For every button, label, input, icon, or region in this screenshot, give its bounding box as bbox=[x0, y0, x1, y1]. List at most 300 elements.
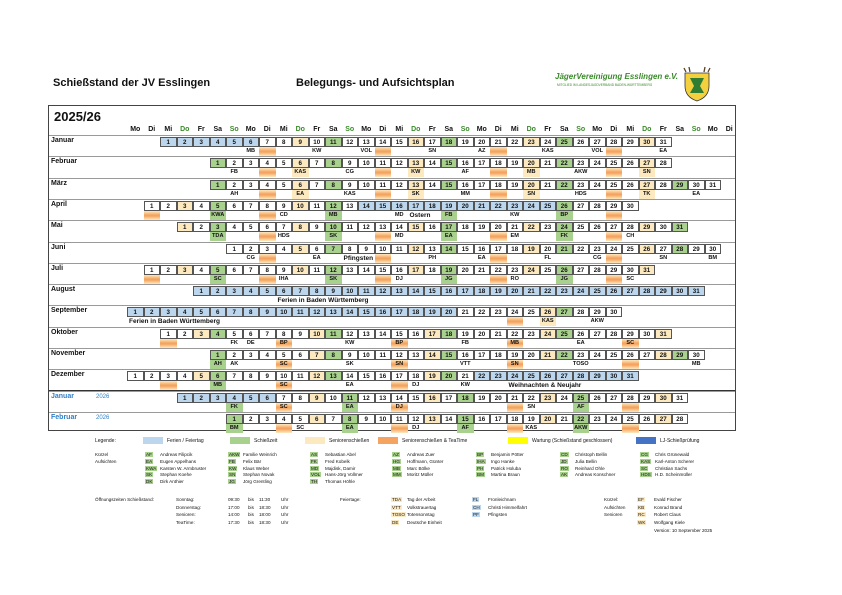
day-cell: 13 bbox=[408, 180, 425, 190]
day-cell: 21 bbox=[490, 329, 507, 339]
day-cell: 5 bbox=[193, 307, 210, 317]
day-cell: 27 bbox=[606, 393, 623, 403]
day-cell: 17 bbox=[391, 371, 408, 381]
day-cell: 24 bbox=[606, 414, 623, 424]
supervisor-code: KAS bbox=[525, 424, 538, 431]
month-label: Januar bbox=[51, 137, 74, 144]
day-cell: 20 bbox=[441, 307, 458, 317]
supervisor-code: SK bbox=[146, 472, 153, 478]
supervisor-code: KW bbox=[312, 148, 322, 154]
supervisor-code: MB bbox=[393, 465, 400, 471]
day-cell: 10 bbox=[276, 307, 293, 317]
day-cell: 22 bbox=[490, 265, 507, 275]
day-cell: 12 bbox=[375, 286, 392, 296]
day-cell: 21 bbox=[457, 307, 474, 317]
day-cell: 18 bbox=[441, 137, 458, 147]
day-cell: 5 bbox=[193, 371, 210, 381]
day-cell: 30 bbox=[705, 244, 722, 254]
day-cell: 3 bbox=[177, 265, 194, 275]
tea-time-mark bbox=[375, 232, 392, 241]
day-cell: 5 bbox=[276, 180, 293, 190]
day-cell: 30 bbox=[655, 393, 672, 403]
day-cell: 18 bbox=[408, 371, 425, 381]
weekday-header-cell: Mi bbox=[510, 126, 519, 133]
supervisor-code: MB bbox=[210, 381, 227, 390]
weekday-header-cell: Di bbox=[494, 126, 502, 133]
supervisor-code: EA bbox=[441, 232, 458, 241]
legend-item: Seniorenschießen bbox=[329, 438, 370, 444]
day-cell: 4 bbox=[243, 286, 260, 296]
day-cell: 15 bbox=[457, 414, 474, 424]
day-cell: 27 bbox=[639, 350, 656, 360]
day-cell: 4 bbox=[210, 137, 227, 147]
tea-time-mark bbox=[375, 147, 392, 156]
month-row-separator bbox=[49, 305, 735, 306]
day-cell: 2 bbox=[144, 371, 161, 381]
tea-time-mark bbox=[490, 168, 507, 177]
day-cell: 9 bbox=[259, 371, 276, 381]
range-title: Schießstand der JV Esslingen bbox=[53, 77, 211, 89]
day-cell: 22 bbox=[507, 137, 524, 147]
day-cell: 4 bbox=[259, 180, 276, 190]
day-cell: 10 bbox=[375, 414, 392, 424]
senior-code: KB bbox=[638, 504, 645, 510]
day-cell: 21 bbox=[507, 393, 524, 403]
day-cell: 1 bbox=[193, 286, 210, 296]
day-cell: 1 bbox=[226, 244, 243, 254]
supervisor-code: SN bbox=[229, 472, 236, 478]
day-cell: 6 bbox=[292, 350, 309, 360]
day-cell: 19 bbox=[507, 158, 524, 168]
supervisor-code: RO bbox=[561, 465, 568, 471]
day-cell: 12 bbox=[342, 329, 359, 339]
day-cell: 9 bbox=[358, 414, 375, 424]
day-cell: 29 bbox=[622, 137, 639, 147]
supervisor-name: Majdisk, Damir bbox=[325, 465, 356, 471]
day-cell: 28 bbox=[573, 371, 590, 381]
day-cell: 4 bbox=[276, 244, 293, 254]
supervisor-code: MD bbox=[394, 211, 404, 218]
month-label: März bbox=[51, 179, 67, 187]
supervisor-code: DK bbox=[146, 479, 153, 485]
day-cell: 27 bbox=[573, 201, 590, 211]
supervisor-name: Sebastian Abel bbox=[325, 452, 356, 457]
day-cell: 6 bbox=[210, 371, 227, 381]
weekday-header-cell: Mo bbox=[361, 126, 372, 133]
day-cell: 14 bbox=[424, 158, 441, 168]
holiday-name: Tag der Arbeit bbox=[407, 497, 436, 502]
day-cell: 9 bbox=[276, 265, 293, 275]
supervisor-code: AF bbox=[461, 169, 469, 176]
day-cell: 7 bbox=[226, 371, 243, 381]
weekday-header-cell: Fr bbox=[197, 126, 205, 133]
day-cell: 30 bbox=[688, 350, 705, 360]
supervisor-code: TH bbox=[311, 479, 318, 485]
day-cell: 2 bbox=[226, 180, 243, 190]
day-cell: 25 bbox=[540, 265, 557, 275]
supervisor-code: AZ bbox=[478, 148, 486, 154]
day-cell: 5 bbox=[243, 393, 260, 403]
holiday-span-label: Ostern bbox=[409, 211, 431, 219]
day-cell: 29 bbox=[655, 286, 672, 296]
holiday-span-label: Ferien in Baden Württemberg bbox=[129, 318, 221, 326]
day-cell: 27 bbox=[655, 414, 672, 424]
month-row-separator bbox=[49, 348, 735, 349]
day-cell: 19 bbox=[490, 286, 507, 296]
supervisor-code: AS bbox=[311, 452, 318, 457]
day-cell: 1 bbox=[210, 180, 227, 190]
supervisor-code: EA bbox=[345, 382, 354, 389]
holiday-code: DE bbox=[392, 519, 399, 525]
day-cell: 14 bbox=[391, 222, 408, 232]
day-cell: 27 bbox=[589, 329, 606, 339]
day-cell: 11 bbox=[325, 329, 342, 339]
day-cell: 1 bbox=[210, 158, 227, 168]
supervisor-name: Thomas Höhle bbox=[325, 479, 355, 485]
day-cell: 7 bbox=[226, 307, 243, 317]
day-cell: 8 bbox=[325, 350, 342, 360]
day-cell: 14 bbox=[441, 414, 458, 424]
day-cell: 15 bbox=[457, 244, 474, 254]
supervisor-code: SC bbox=[210, 275, 227, 284]
day-cell: 22 bbox=[573, 414, 590, 424]
day-cell: 17 bbox=[490, 414, 507, 424]
day-cell: 2 bbox=[177, 137, 194, 147]
day-cell: 1 bbox=[177, 393, 194, 403]
day-cell: 15 bbox=[358, 371, 375, 381]
legend-swatch bbox=[508, 437, 528, 444]
day-cell: 24 bbox=[523, 265, 540, 275]
day-cell: 28 bbox=[589, 201, 606, 211]
supervisor-name: Jörg Grentling bbox=[243, 479, 272, 485]
day-cell: 6 bbox=[309, 244, 326, 254]
tea-time-mark bbox=[490, 275, 507, 284]
day-cell: 8 bbox=[243, 307, 260, 317]
day-cell: 24 bbox=[540, 329, 557, 339]
day-cell: 19 bbox=[523, 244, 540, 254]
day-cell: 5 bbox=[226, 329, 243, 339]
day-cell: 21 bbox=[556, 244, 573, 254]
day-cell: 16 bbox=[474, 244, 491, 254]
supervisor-code: SN bbox=[527, 403, 536, 410]
day-cell: 24 bbox=[540, 137, 557, 147]
day-cell: 14 bbox=[358, 201, 375, 211]
day-cell: 8 bbox=[276, 329, 293, 339]
day-cell: 18 bbox=[490, 350, 507, 360]
day-cell: 31 bbox=[655, 137, 672, 147]
day-cell: 31 bbox=[705, 180, 722, 190]
tea-time-mark bbox=[507, 403, 524, 412]
day-cell: 16 bbox=[424, 222, 441, 232]
weekday-header-cell: Do bbox=[642, 126, 652, 133]
supervisor-name: Ingo Hanke bbox=[491, 458, 515, 464]
supervisor-code: BM bbox=[708, 254, 718, 261]
day-cell: 21 bbox=[474, 201, 491, 211]
tea-time-mark bbox=[375, 168, 392, 177]
day-cell: 17 bbox=[474, 350, 491, 360]
day-cell: 17 bbox=[424, 137, 441, 147]
day-cell: 27 bbox=[639, 158, 656, 168]
season-label: 2025/26 bbox=[54, 109, 101, 124]
day-cell: 26 bbox=[573, 137, 590, 147]
day-cell: 4 bbox=[259, 158, 276, 168]
day-cell: 25 bbox=[523, 371, 540, 381]
supervisor-code: HG bbox=[393, 458, 400, 464]
day-cell: 1 bbox=[127, 371, 144, 381]
day-cell: 31 bbox=[672, 393, 689, 403]
day-cell: 17 bbox=[474, 180, 491, 190]
day-cell: 14 bbox=[342, 371, 359, 381]
supervisor-code: TDA bbox=[210, 232, 227, 241]
day-cell: 25 bbox=[556, 137, 573, 147]
supervisor-code: DE bbox=[246, 339, 255, 346]
day-cell: 4 bbox=[177, 307, 194, 317]
tea-time-mark bbox=[259, 232, 276, 241]
opening-hours-cell: bis bbox=[248, 512, 254, 517]
supervisor-code: MB bbox=[325, 211, 342, 220]
supervisor-code: SC bbox=[279, 382, 288, 389]
supervisor-code: CD bbox=[561, 452, 568, 457]
day-cell: 28 bbox=[639, 286, 656, 296]
day-cell: 12 bbox=[391, 158, 408, 168]
day-cell: 9 bbox=[292, 329, 309, 339]
supervisor-code: SC bbox=[279, 403, 288, 410]
supervisor-name: Hoffmann, Günter bbox=[407, 458, 444, 464]
day-cell: 17 bbox=[391, 307, 408, 317]
day-cell: 27 bbox=[556, 371, 573, 381]
day-cell: 25 bbox=[606, 180, 623, 190]
day-cell: 30 bbox=[622, 201, 639, 211]
month-label: Januar bbox=[51, 392, 74, 400]
day-cell: 20 bbox=[540, 244, 557, 254]
supervisor-name: Dirk Anthier bbox=[160, 479, 184, 485]
day-cell: 18 bbox=[441, 329, 458, 339]
day-cell: 6 bbox=[243, 329, 260, 339]
day-cell: 3 bbox=[259, 414, 276, 424]
legend-swatch bbox=[378, 437, 398, 444]
supervisor-code: DJ bbox=[395, 275, 403, 282]
day-cell: 13 bbox=[325, 371, 342, 381]
day-cell: 18 bbox=[424, 201, 441, 211]
day-cell: 14 bbox=[358, 265, 375, 275]
day-cell: 6 bbox=[292, 180, 309, 190]
day-cell: 12 bbox=[391, 350, 408, 360]
supervisor-code: MD bbox=[311, 465, 319, 471]
tea-time-mark bbox=[391, 424, 408, 433]
day-cell: 18 bbox=[490, 180, 507, 190]
supervisor-code: VTT bbox=[459, 361, 471, 367]
day-cell: 20 bbox=[523, 158, 540, 168]
day-cell: 26 bbox=[622, 158, 639, 168]
supervisor-code: SN bbox=[523, 190, 540, 199]
month-row-separator bbox=[49, 220, 735, 221]
day-cell: 30 bbox=[622, 265, 639, 275]
day-cell: 16 bbox=[457, 350, 474, 360]
day-cell: 24 bbox=[523, 201, 540, 211]
weekday-header-cell: So bbox=[460, 126, 470, 133]
day-cell: 7 bbox=[325, 244, 342, 254]
tea-time-mark bbox=[606, 211, 623, 220]
weekday-header-cell: Di bbox=[379, 126, 387, 133]
holiday-name: Deutsche Einheit bbox=[407, 519, 442, 525]
weekday-header-cell: So bbox=[229, 126, 239, 133]
day-cell: 29 bbox=[606, 201, 623, 211]
tea-time-mark bbox=[375, 254, 392, 263]
day-cell: 26 bbox=[589, 222, 606, 232]
legend-swatch bbox=[230, 437, 250, 444]
day-cell: 29 bbox=[672, 180, 689, 190]
supervisor-code: MM bbox=[460, 190, 470, 197]
day-cell: 16 bbox=[408, 329, 425, 339]
tea-time-mark bbox=[622, 360, 639, 369]
day-cell: 28 bbox=[622, 393, 639, 403]
day-cell: 28 bbox=[589, 265, 606, 275]
day-cell: 7 bbox=[309, 158, 326, 168]
day-cell: 5 bbox=[243, 222, 260, 232]
weekday-header-cell: Mi bbox=[395, 126, 404, 133]
day-cell: 23 bbox=[573, 350, 590, 360]
supervisor-code: EA bbox=[659, 148, 668, 154]
day-cell: 8 bbox=[342, 244, 359, 254]
day-cell: 25 bbox=[606, 158, 623, 168]
day-cell: 8 bbox=[292, 222, 309, 232]
supervisor-code: DJ bbox=[395, 403, 403, 410]
tea-time-mark bbox=[606, 168, 623, 177]
supervisor-code: SK bbox=[408, 190, 425, 199]
tea-time-mark bbox=[490, 190, 507, 199]
day-cell: 20 bbox=[540, 414, 557, 424]
day-cell: 27 bbox=[606, 222, 623, 232]
opening-hours-cell: 18:00 bbox=[259, 512, 271, 517]
opening-hours-cell: 18:30 bbox=[259, 519, 271, 525]
tea-time-mark bbox=[276, 424, 293, 433]
supervisor-code: KAS bbox=[641, 458, 651, 464]
day-cell: 12 bbox=[342, 137, 359, 147]
day-cell: 21 bbox=[507, 222, 524, 232]
day-cell: 14 bbox=[375, 329, 392, 339]
day-cell: 3 bbox=[243, 350, 260, 360]
day-cell: 17 bbox=[424, 329, 441, 339]
day-cell: 3 bbox=[160, 371, 177, 381]
day-cell: 4 bbox=[276, 414, 293, 424]
day-cell: 30 bbox=[606, 371, 623, 381]
day-cell: 31 bbox=[672, 222, 689, 232]
day-cell: 25 bbox=[622, 414, 639, 424]
weekday-header-cell: Fr bbox=[544, 126, 552, 133]
day-cell: 3 bbox=[259, 244, 276, 254]
day-cell: 28 bbox=[655, 350, 672, 360]
day-cell: 3 bbox=[226, 286, 243, 296]
day-cell: 13 bbox=[424, 244, 441, 254]
day-cell: 12 bbox=[309, 307, 326, 317]
day-cell: 10 bbox=[325, 222, 342, 232]
day-cell: 1 bbox=[127, 307, 144, 317]
day-cell: 17 bbox=[408, 201, 425, 211]
supervisor-code: AKW bbox=[229, 452, 240, 457]
day-cell: 15 bbox=[408, 222, 425, 232]
opening-hours-cell: Senioren: bbox=[176, 512, 196, 517]
senior-title: Senioren bbox=[604, 512, 623, 517]
supervisor-name: Karsten W. Armbruster bbox=[160, 465, 207, 471]
supervisor-code: SC bbox=[296, 424, 305, 431]
day-cell: 2 bbox=[243, 414, 260, 424]
day-cell: 16 bbox=[375, 371, 392, 381]
day-cell: 11 bbox=[375, 158, 392, 168]
day-cell: 25 bbox=[573, 393, 590, 403]
opening-hours-cell: 14:00 bbox=[228, 512, 240, 517]
month-row-separator bbox=[49, 284, 735, 285]
day-cell: 19 bbox=[523, 414, 540, 424]
day-cell: 23 bbox=[490, 307, 507, 317]
weekday-header-cell: Do bbox=[411, 126, 421, 133]
day-cell: 18 bbox=[408, 307, 425, 317]
day-cell: 9 bbox=[276, 201, 293, 211]
month-row-separator bbox=[49, 391, 735, 392]
day-cell: 14 bbox=[342, 307, 359, 317]
supervisor-code: HDS bbox=[574, 190, 587, 197]
day-cell: 1 bbox=[226, 414, 243, 424]
supervisor-code: AKW bbox=[574, 424, 588, 431]
day-cell: 24 bbox=[507, 307, 524, 317]
day-cell: 20 bbox=[523, 350, 540, 360]
day-cell: 17 bbox=[408, 265, 425, 275]
supervisor-code: FB bbox=[229, 458, 235, 464]
weekday-header-cell: Mo bbox=[707, 126, 718, 133]
supervisor-code: TOSO bbox=[572, 361, 589, 367]
day-cell: 19 bbox=[507, 350, 524, 360]
month-label: Dezember bbox=[51, 371, 85, 379]
day-cell: 13 bbox=[391, 286, 408, 296]
weekday-header-cell: Sa bbox=[675, 126, 685, 133]
supervisor-name: Fred Kobelk bbox=[325, 458, 350, 464]
month-label: April bbox=[51, 200, 67, 208]
supervisor-name: Christian Sachs bbox=[655, 465, 688, 471]
day-cell: 23 bbox=[573, 180, 590, 190]
day-cell: 3 bbox=[193, 137, 210, 147]
holiday-name: Volkstrauertag bbox=[407, 504, 437, 510]
opening-hours-title: Öffnungszeiten Schießstand: bbox=[95, 497, 154, 502]
day-cell: 29 bbox=[589, 371, 606, 381]
supervisor-code: AZ bbox=[393, 452, 399, 457]
supervisor-name: H.D. Scheinmüller bbox=[655, 472, 693, 478]
day-cell: 20 bbox=[523, 180, 540, 190]
tea-time-mark bbox=[490, 254, 507, 263]
day-cell: 20 bbox=[474, 137, 491, 147]
supervisor-code: KAS bbox=[343, 190, 356, 197]
supervisor-code: SC bbox=[641, 465, 648, 471]
holiday-code: VTT bbox=[392, 504, 401, 510]
day-cell: 21 bbox=[540, 158, 557, 168]
day-cell: 11 bbox=[342, 393, 359, 403]
weekday-header-cell: Mo bbox=[130, 126, 141, 133]
supervisor-code: EA bbox=[342, 424, 359, 433]
senior-name: Robert Claus bbox=[654, 512, 681, 517]
weekday-header-cell: Di bbox=[148, 126, 156, 133]
day-cell: 14 bbox=[424, 350, 441, 360]
weekday-header-cell: So bbox=[576, 126, 586, 133]
opening-hours-cell: Uhr bbox=[281, 504, 289, 510]
day-cell: 26 bbox=[639, 244, 656, 254]
tea-time-mark bbox=[606, 275, 623, 284]
day-cell: 23 bbox=[507, 265, 524, 275]
day-cell: 29 bbox=[672, 350, 689, 360]
supervisor-code: MD bbox=[394, 233, 404, 240]
day-cell: 24 bbox=[589, 350, 606, 360]
day-cell: 16 bbox=[441, 286, 458, 296]
tea-time-mark bbox=[144, 211, 161, 220]
day-cell: 10 bbox=[276, 371, 293, 381]
day-cell: 8 bbox=[243, 371, 260, 381]
